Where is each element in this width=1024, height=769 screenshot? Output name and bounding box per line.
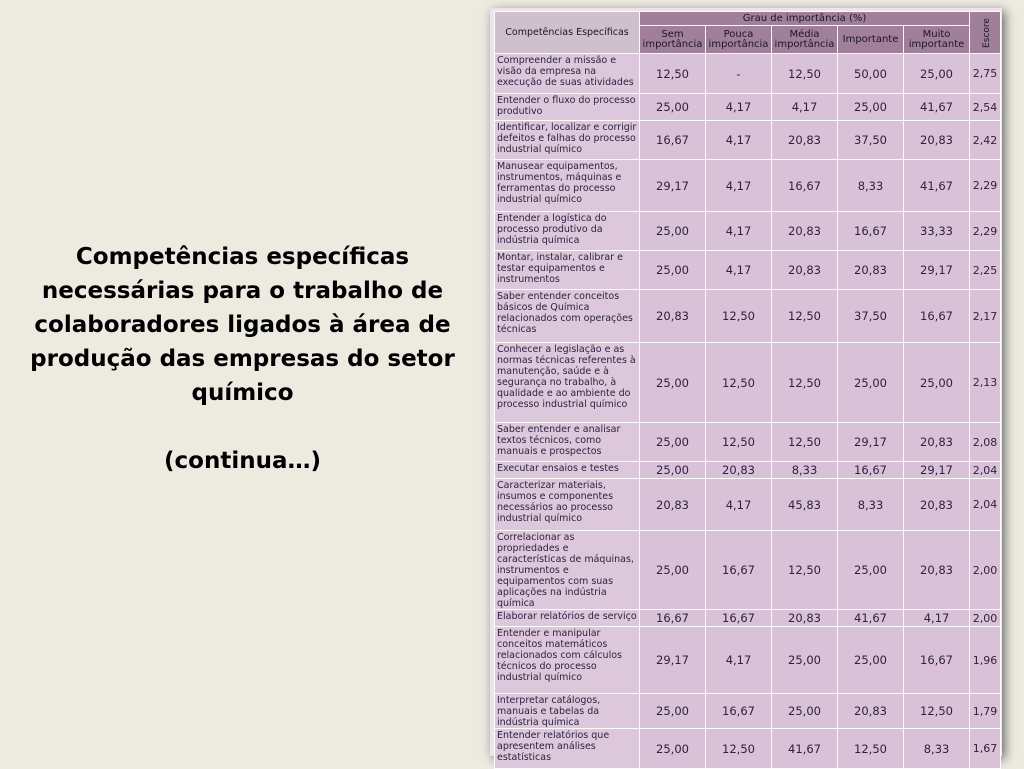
cell-pouca: 4,17 — [706, 627, 772, 694]
cell-pouca: 4,17 — [706, 160, 772, 212]
table-row — [495, 479, 1001, 531]
header-importante: Importante — [838, 26, 904, 54]
cell-importante: 25,00 — [838, 94, 904, 121]
table-row — [495, 729, 1001, 769]
cell-sem: 20,83 — [640, 290, 706, 343]
cell-muito: 8,33 — [904, 729, 970, 769]
header-media-importancia: Média importância — [772, 26, 838, 54]
header-grau-importancia: Grau de importância (%) — [640, 12, 970, 26]
cell-pouca: 16,67 — [706, 610, 772, 627]
row-label: Entender relatórios que apresentem análises estatísticas — [495, 729, 640, 769]
cell-sem: 25,00 — [640, 729, 706, 769]
cell-pouca: 4,17 — [706, 94, 772, 121]
cell-media: 20,83 — [772, 610, 838, 627]
cell-escore: 2,00 — [970, 531, 1001, 610]
cell-media: 41,67 — [772, 729, 838, 769]
cell-sem: 25,00 — [640, 251, 706, 290]
cell-media: 12,50 — [772, 531, 838, 610]
cell-sem: 25,00 — [640, 94, 706, 121]
header-competencias: Competências Específicas — [495, 12, 640, 54]
table-photo — [490, 8, 1002, 763]
cell-escore: 2,00 — [970, 610, 1001, 627]
cell-pouca: 4,17 — [706, 251, 772, 290]
cell-importante: 16,67 — [838, 462, 904, 479]
table-row — [495, 694, 1001, 729]
row-label: Entender a logística do processo produtivo da indústria química — [495, 212, 640, 251]
cell-importante: 12,50 — [838, 729, 904, 769]
cell-muito: 20,83 — [904, 423, 970, 462]
cell-muito: 12,50 — [904, 694, 970, 729]
cell-importante: 37,50 — [838, 290, 904, 343]
cell-muito: 33,33 — [904, 212, 970, 251]
cell-muito: 29,17 — [904, 462, 970, 479]
cell-media: 20,83 — [772, 251, 838, 290]
table-body — [495, 54, 1001, 769]
cell-escore: 2,04 — [970, 462, 1001, 479]
cell-muito: 4,17 — [904, 610, 970, 627]
table-row — [495, 462, 1001, 479]
table-row — [495, 212, 1001, 251]
cell-importante: 8,33 — [838, 479, 904, 531]
cell-importante: 16,67 — [838, 212, 904, 251]
slide-title: Competências específicas necessárias para o trabalho de colaboradores ligados à área de produção das empresas do setor químico — [30, 244, 455, 406]
cell-pouca: 4,17 — [706, 479, 772, 531]
cell-media: 12,50 — [772, 290, 838, 343]
table-row — [495, 610, 1001, 627]
row-label: Compreender a missão e visão da empresa na execução de suas atividades — [495, 54, 640, 94]
cell-importante: 50,00 — [838, 54, 904, 94]
cell-pouca: 16,67 — [706, 531, 772, 610]
cell-sem: 25,00 — [640, 531, 706, 610]
cell-media: 12,50 — [772, 343, 838, 423]
cell-muito: 29,17 — [904, 251, 970, 290]
cell-sem: 25,00 — [640, 694, 706, 729]
slide-text-block — [20, 240, 465, 478]
cell-importante: 25,00 — [838, 343, 904, 423]
table-row — [495, 160, 1001, 212]
row-label: Saber entender e analisar textos técnicos, como manuais e prospectos — [495, 423, 640, 462]
cell-pouca: 16,67 — [706, 694, 772, 729]
cell-media: 16,67 — [772, 160, 838, 212]
competencies-table — [494, 11, 1001, 769]
table-row — [495, 121, 1001, 160]
cell-pouca: 20,83 — [706, 462, 772, 479]
cell-importante: 37,50 — [838, 121, 904, 160]
cell-pouca: 12,50 — [706, 290, 772, 343]
cell-importante: 25,00 — [838, 531, 904, 610]
cell-sem: 25,00 — [640, 423, 706, 462]
cell-pouca: 4,17 — [706, 121, 772, 160]
cell-media: 12,50 — [772, 423, 838, 462]
row-label: Caracterizar materiais, insumos e componentes necessários ao processo industrial químico — [495, 479, 640, 531]
row-label: Executar ensaios e testes — [495, 462, 640, 479]
table-row — [495, 531, 1001, 610]
cell-muito: 20,83 — [904, 479, 970, 531]
cell-media: 4,17 — [772, 94, 838, 121]
cell-importante: 8,33 — [838, 160, 904, 212]
cell-escore: 1,96 — [970, 627, 1001, 694]
cell-importante: 20,83 — [838, 251, 904, 290]
row-label: Montar, instalar, calibrar e testar equipamentos e instrumentos — [495, 251, 640, 290]
row-label: Correlacionar as propriedades e características de máquinas, instrumentos e equipamentos com suas aplicações na indústria química — [495, 531, 640, 610]
cell-media: 25,00 — [772, 627, 838, 694]
cell-sem: 16,67 — [640, 610, 706, 627]
cell-muito: 25,00 — [904, 54, 970, 94]
cell-muito: 20,83 — [904, 531, 970, 610]
table-header — [495, 12, 1001, 54]
cell-sem: 29,17 — [640, 160, 706, 212]
row-label: Manusear equipamentos, instrumentos, máquinas e ferramentas do processo industrial químico — [495, 160, 640, 212]
table-row — [495, 54, 1001, 94]
table-row — [495, 251, 1001, 290]
cell-escore: 2,42 — [970, 121, 1001, 160]
cell-media: 8,33 — [772, 462, 838, 479]
continua-note: (continua…) — [164, 448, 321, 474]
table-row — [495, 94, 1001, 121]
cell-escore: 2,75 — [970, 54, 1001, 94]
cell-importante: 29,17 — [838, 423, 904, 462]
cell-importante: 41,67 — [838, 610, 904, 627]
header-sem-importancia: Sem importância — [640, 26, 706, 54]
cell-escore: 2,17 — [970, 290, 1001, 343]
row-label: Elaborar relatórios de serviço — [495, 610, 640, 627]
cell-escore: 2,29 — [970, 160, 1001, 212]
cell-escore: 2,54 — [970, 94, 1001, 121]
cell-muito: 41,67 — [904, 160, 970, 212]
cell-muito: 41,67 — [904, 94, 970, 121]
cell-pouca: 12,50 — [706, 729, 772, 769]
cell-escore: 1,79 — [970, 694, 1001, 729]
cell-pouca: - — [706, 54, 772, 94]
cell-media: 20,83 — [772, 212, 838, 251]
table-row — [495, 627, 1001, 694]
cell-sem: 29,17 — [640, 627, 706, 694]
cell-escore: 1,67 — [970, 729, 1001, 769]
header-escore-label: Escore — [981, 17, 992, 48]
header-pouca-importancia: Pouca importância — [706, 26, 772, 54]
table-row — [495, 423, 1001, 462]
cell-escore: 2,29 — [970, 212, 1001, 251]
cell-sem: 16,67 — [640, 121, 706, 160]
cell-media: 45,83 — [772, 479, 838, 531]
cell-pouca: 12,50 — [706, 423, 772, 462]
cell-pouca: 12,50 — [706, 343, 772, 423]
cell-muito: 16,67 — [904, 290, 970, 343]
row-label: Identificar, localizar e corrigir defeitos e falhas do processo industrial químico — [495, 121, 640, 160]
cell-muito: 20,83 — [904, 121, 970, 160]
cell-importante: 20,83 — [838, 694, 904, 729]
row-label: Entender e manipular conceitos matemáticos relacionados com cálculos técnicos do processo industrial químico — [495, 627, 640, 694]
header-escore — [970, 12, 1001, 54]
cell-sem: 20,83 — [640, 479, 706, 531]
cell-importante: 25,00 — [838, 627, 904, 694]
table-row — [495, 343, 1001, 423]
cell-sem: 25,00 — [640, 462, 706, 479]
cell-sem: 12,50 — [640, 54, 706, 94]
cell-muito: 16,67 — [904, 627, 970, 694]
cell-escore: 2,04 — [970, 479, 1001, 531]
cell-escore: 2,08 — [970, 423, 1001, 462]
cell-sem: 25,00 — [640, 343, 706, 423]
row-label: Entender o fluxo do processo produtivo — [495, 94, 640, 121]
cell-muito: 25,00 — [904, 343, 970, 423]
cell-escore: 2,13 — [970, 343, 1001, 423]
cell-media: 20,83 — [772, 121, 838, 160]
row-label: Interpretar catálogos, manuais e tabelas da indústria química — [495, 694, 640, 729]
table-row — [495, 290, 1001, 343]
cell-media: 25,00 — [772, 694, 838, 729]
row-label: Conhecer a legislação e as normas técnicas referentes à manutenção, saúde e à segurança no trabalho, à qualidade e ao ambiente do processo industrial químico — [495, 343, 640, 423]
cell-pouca: 4,17 — [706, 212, 772, 251]
header-muito-importante: Muito importante — [904, 26, 970, 54]
row-label: Saber entender conceitos básicos de Química relacionados com operações técnicas — [495, 290, 640, 343]
cell-escore: 2,25 — [970, 251, 1001, 290]
cell-media: 12,50 — [772, 54, 838, 94]
cell-sem: 25,00 — [640, 212, 706, 251]
